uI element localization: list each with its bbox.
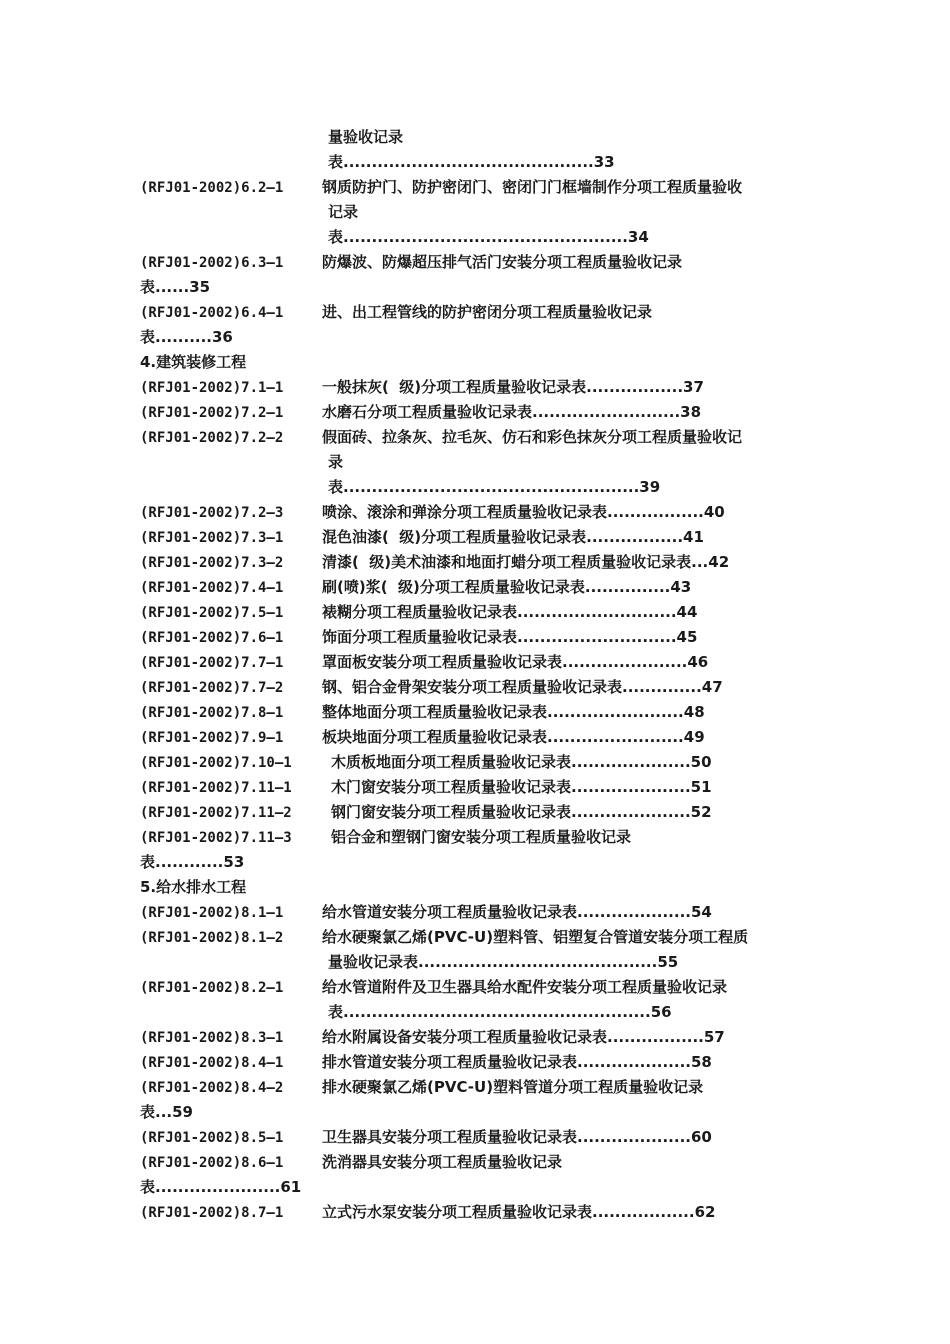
toc-line: 表............53 [140,853,245,871]
toc-code: (RFJ01-2002)6.4—1 [140,305,284,321]
toc-entry [140,1150,283,1174]
toc-title: 铝合金和塑钢门窗安装分项工程质量验收记录 [331,828,632,846]
toc-entry [140,925,283,949]
toc-entry [140,1125,283,1149]
toc-line: 表......................................................56 [328,1003,672,1021]
toc-entry [140,425,283,449]
toc-entry [140,550,283,574]
toc-code: (RFJ01-2002)7.2—1 [140,405,284,421]
toc-code: (RFJ01-2002)7.2—3 [140,505,284,521]
toc-code: (RFJ01-2002)8.3—1 [140,1030,284,1046]
toc-title: 整体地面分项工程质量验收记录表........................48 [322,703,705,721]
toc-line: 表......................61 [140,1178,302,1196]
toc-code: (RFJ01-2002)8.4—2 [140,1080,284,1096]
toc-title: 水磨石分项工程质量验收记录表..........................38 [322,403,702,421]
toc-code: (RFJ01-2002)7.11—1 [140,780,292,796]
toc-title: 混色油漆( 级)分项工程质量验收记录表.................41 [322,528,704,546]
toc-code: (RFJ01-2002)7.3—2 [140,555,284,571]
toc-title: 给水附属设备安装分项工程质量验收记录表.................57 [322,1028,725,1046]
toc-title: 进、出工程管线的防护密闭分项工程质量验收记录 [322,303,653,321]
toc-entry [140,650,283,674]
toc-code: (RFJ01-2002)7.4—1 [140,580,284,596]
toc-code: (RFJ01-2002)8.5—1 [140,1130,284,1146]
toc-code: (RFJ01-2002)7.11—3 [140,830,292,846]
toc-entry [140,175,283,199]
toc-entry [140,700,283,724]
toc-code: (RFJ01-2002)8.1—1 [140,905,284,921]
toc-title: 木质板地面分项工程质量验收记录表.....................50 [331,753,712,771]
toc-entry [140,725,283,749]
toc-title: 钢门窗安装分项工程质量验收记录表.....................52 [331,803,712,821]
toc-title: 排水管道安装分项工程质量验收记录表....................58 [322,1053,712,1071]
toc-code: (RFJ01-2002)7.7—1 [140,655,284,671]
toc-entry [140,250,283,274]
toc-title: 卫生器具安装分项工程质量验收记录表....................60 [322,1128,712,1146]
toc-entry [140,375,283,399]
toc-code: (RFJ01-2002)6.2—1 [140,180,284,196]
toc-title: 给水管道附件及卫生器具给水配件安装分项工程质量验收记录 [322,978,728,996]
toc-entry [140,750,292,774]
toc-code: (RFJ01-2002)7.11—2 [140,805,292,821]
toc-title: 刷(喷)浆( 级)分项工程质量验收记录表...............43 [322,578,692,596]
toc-line: 记录 [328,203,359,221]
toc-entry [140,1050,283,1074]
toc-title: 排水硬聚氯乙烯(PVC-U)塑料管道分项工程质量验收记录 [322,1078,704,1096]
toc-code: (RFJ01-2002)8.1—2 [140,930,284,946]
toc-entry [140,900,283,924]
toc-entry [140,525,283,549]
toc-code: (RFJ01-2002)7.3—1 [140,530,284,546]
toc-entry [140,675,283,699]
toc-title: 给水硬聚氯乙烯(PVC-U)塑料管、铝塑复合管道安装分项工程质 [322,928,749,946]
toc-line: 表....................................................39 [328,478,661,496]
toc-entry [140,500,283,524]
toc-title: 洗消器具安装分项工程质量验收记录 [322,1153,563,1171]
toc-code: (RFJ01-2002)7.2—2 [140,430,284,446]
toc-code: (RFJ01-2002)7.9—1 [140,730,284,746]
toc-title: 裱糊分项工程质量验收记录表............................44 [322,603,698,621]
toc-title: 立式污水泵安装分项工程质量验收记录表..................62 [322,1203,716,1221]
toc-entry [140,975,283,999]
toc-code: (RFJ01-2002)8.7—1 [140,1205,284,1221]
toc-entry [140,825,292,849]
toc-title: 板块地面分项工程质量验收记录表........................49 [322,728,705,746]
toc-title: 钢质防护门、防护密闭门、密闭门门框墙制作分项工程质量验收 [322,178,743,196]
toc-line: 表..........36 [140,328,233,346]
section-heading: 4.建筑装修工程 [140,353,247,371]
toc-entry [140,1025,283,1049]
toc-title: 给水管道安装分项工程质量验收记录表....................54 [322,903,712,921]
toc-entry [140,575,283,599]
section-heading: 5.给水排水工程 [140,878,247,896]
toc-entry [140,600,283,624]
toc-code: (RFJ01-2002)7.1—1 [140,380,284,396]
toc-code: (RFJ01-2002)8.2—1 [140,980,284,996]
toc-title: 木门窗安装分项工程质量验收记录表.....................51 [331,778,712,796]
toc-code: (RFJ01-2002)7.5—1 [140,605,284,621]
toc-title: 一般抹灰( 级)分项工程质量验收记录表.................37 [322,378,704,396]
toc-line: 表..................................................34 [328,228,649,246]
toc-title: 假面砖、拉条灰、拉毛灰、仿石和彩色抹灰分项工程质量验收记 [322,428,743,446]
toc-line: 录 [328,453,344,471]
toc-title: 罩面板安装分项工程质量验收记录表......................46 [322,653,709,671]
toc-entry [140,625,283,649]
toc-line: 表...59 [140,1103,193,1121]
toc-title: 防爆波、防爆超压排气活门安装分项工程质量验收记录 [322,253,683,271]
toc-line: 表............................................33 [328,153,615,171]
toc-title: 清漆( 级)美术油漆和地面打蜡分项工程质量验收记录表...42 [322,553,730,571]
toc-code: (RFJ01-2002)7.10—1 [140,755,292,771]
toc-line: 量验收记录表..........................................55 [328,953,679,971]
toc-code: (RFJ01-2002)7.8—1 [140,705,284,721]
toc-code: (RFJ01-2002)7.6—1 [140,630,284,646]
toc-entry [140,400,283,424]
toc-code: (RFJ01-2002)8.6—1 [140,1155,284,1171]
toc-entry [140,775,292,799]
toc-entry [140,300,283,324]
toc-title: 饰面分项工程质量验收记录表............................45 [322,628,698,646]
toc-code: (RFJ01-2002)8.4—1 [140,1055,284,1071]
toc-entry [140,800,292,824]
toc-line: 表......35 [140,278,211,296]
toc-entry [140,1200,283,1224]
toc-code: (RFJ01-2002)7.7—2 [140,680,284,696]
toc-entry [140,1075,283,1099]
toc-code: (RFJ01-2002)6.3—1 [140,255,284,271]
toc-line: 量验收记录 [328,128,404,146]
toc-title: 喷涂、滚涂和弹涂分项工程质量验收记录表.................40 [322,503,725,521]
toc-title: 钢、铝合金骨架安装分项工程质量验收记录表..............47 [322,678,723,696]
